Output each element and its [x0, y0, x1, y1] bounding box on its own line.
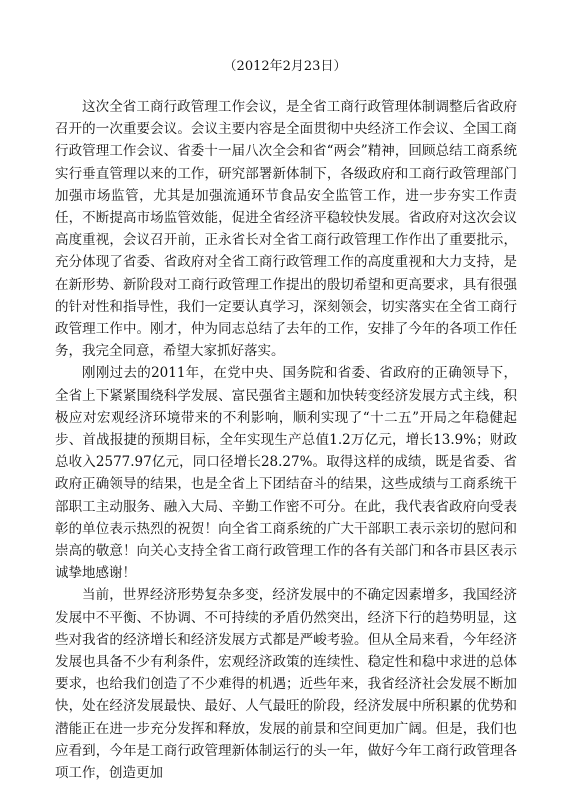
paragraph-3: 当前，世界经济形势复杂多变，经济发展中的不确定因素增多，我国经济发展中不平衡、不协调、不可持续的矛盾仍然突出，经济下行的趋势明显，这些对我省的经济增长和经济发展方式都是严峻考验。但从全局来看，今年经济发展也具备不少有利条件，宏观经济政策的连续性、稳定性和稳中求进的总体要求，也给我们创造了不少难得的机遇；近些年来，我省经济社会发展不断加快，处在经济发展最快、最好、人气最旺的阶段，经济发展中所积累的优势和潜能正在进一步充分发挥和释放，发展的前景和空间更加广阔。但是，我们也应看到，今年是工商行政管理新体制运行的头一年，做好今年工商行政管理各项工作，创造更加	[55, 587, 517, 782]
paragraph-2: 刚刚过去的2011年，在党中央、国务院和省委、省政府的正确领导下，全省上下紧紧围绕科学发展、富民强省主题和加快转变经济发展方式主线，积极应对宏观经济环境带来的不利影响，顺利实现了“十二五”开局之年稳健起步、首战报捷的预期目标，全年实现生产总值1.2万亿元，增长13.9%；财政总收入2577.97亿元，同口径增长28.27%。取得这样的成绩，既是省委、省政府正确领导的结果，也是全省上下团结奋斗的结果，这些成绩与工商系统干部职工主动服务、融入大局、辛勤工作密不可分。在此，我代表省政府向受表彰的单位表示热烈的祝贺！向全省工商系统的广大干部职工表示亲切的慰问和崇高的敬意！向关心支持全省工商行政管理工作的各有关部门和各市县区表示诚挚地感谢！	[55, 365, 517, 582]
document-date: （2012年2月23日）	[223, 59, 347, 74]
paragraph-1: 这次全省工商行政管理工作会议，是全省工商行政管理体制调整后省政府召开的一次重要会议。会议主要内容是全面贯彻中央经济工作会议、全国工商行政管理工作会议、省委十一届八次全会和省“两会”精神，回顾总结工商系统实行垂直管理以来的工作，研究部署新体制下，各级政府和工商行政管理部门加强市场监管，尤其是加强流通环节食品安全监管工作，进一步夯实工作责任，不断提高市场监管效能，促进全省经济平稳较快发展。省政府对这次会议高度重视，会议召开前，正永省长对全省工商行政管理工作作出了重要批示，充分体现了省委、省政府对全省工商行政管理工作的高度重视和大力支持，是在新形势、新阶段对工商行政管理工作提出的殷切希望和更高要求，具有很强的针对性和指导性，我们一定要认真学习，深刻领会，切实落实在全省工商行政管理工作中。刚才，仲为同志总结了去年的工作，安排了今年的各项工作任务，我完全同意，希望大家抓好落实。	[55, 99, 517, 360]
document-body	[55, 96, 517, 784]
